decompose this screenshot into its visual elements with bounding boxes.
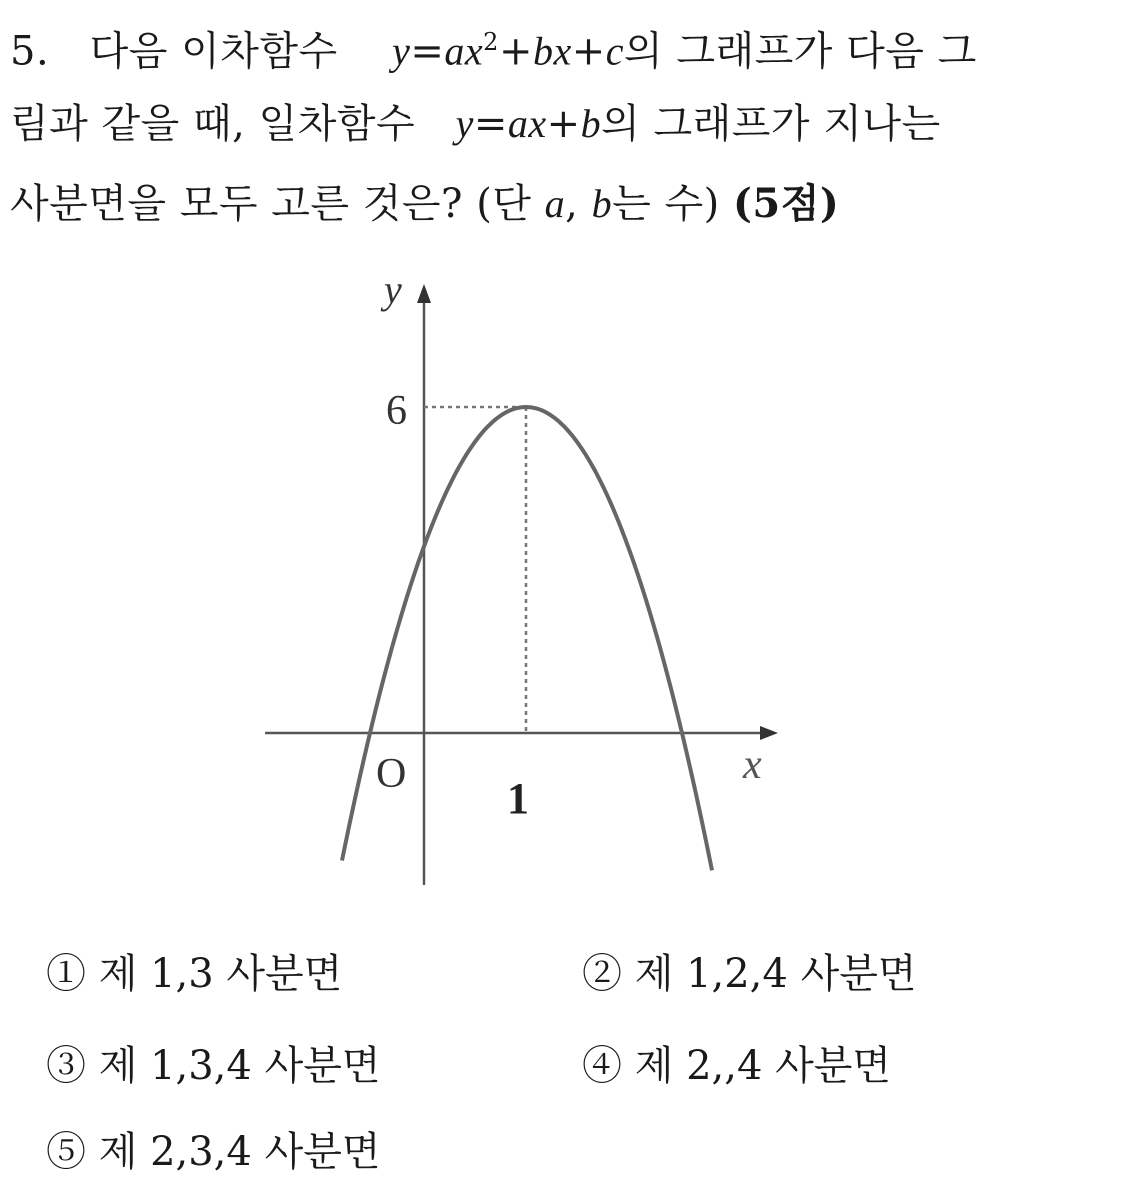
choice-text: 제 1,3,4 사분면 [98,1043,381,1089]
choice-2[interactable] [582,950,917,998]
question-text: 의 그래프가 지나는 [601,101,941,147]
x-axis-label: x [743,742,762,788]
choice-number: ① [46,951,86,997]
vertex-y-label: 6 [386,388,407,434]
math-var-x: x [464,28,484,74]
math-var-a: a [444,28,465,74]
choice-text: 제 2,,4 사분면 [634,1043,892,1089]
math-var-x: x [528,101,547,146]
question-text: 사분면을 모두 고른 것은? (단 [10,181,532,227]
choice-4[interactable] [582,1042,891,1090]
choice-number: ④ [582,1043,622,1089]
math-plus: + [546,101,581,147]
x-axis-arrow [760,726,778,740]
math-plus: + [498,28,533,75]
choice-number: ⑤ [46,1129,86,1175]
math-var-y: y [392,28,411,74]
choice-3[interactable] [46,1042,381,1090]
choice-text: 제 1,2,4 사분면 [634,951,917,997]
choice-number: ③ [46,1043,86,1089]
points-badge: (5점) [732,180,840,227]
vertex-x-label: 1 [507,774,529,823]
y-axis-label: y [384,267,402,312]
origin-label: O [376,751,407,797]
math-plus: + [571,28,606,75]
math-eq: = [473,101,508,147]
math-eq: = [410,28,445,75]
question-text: 의 그래프가 다음 그 [624,28,977,75]
choice-1[interactable] [46,950,342,998]
question-text: 림과 같을 때, 일차함수 [10,101,416,147]
choice-text: 제 1,3 사분면 [98,951,343,997]
question-text: 다음 이차함수 [89,28,338,75]
math-var-x: x [553,28,572,74]
y-axis-arrow [417,284,431,303]
math-var-a: a [544,181,566,226]
question-text: 는 수) [612,181,720,227]
choice-text: 제 2,3,4 사분면 [98,1129,381,1175]
math-var-b: b [580,101,602,146]
math-var-c: c [605,28,624,74]
question-number: 5. [10,28,50,75]
math-var-b: b [532,28,554,74]
choice-number: ② [582,951,622,997]
choice-5[interactable] [46,1128,381,1176]
math-exponent: 2 [483,28,499,56]
comma: , [565,181,579,227]
math-var-b: b [591,181,613,226]
math-var-a: a [507,101,529,146]
math-var-y: y [455,101,474,146]
